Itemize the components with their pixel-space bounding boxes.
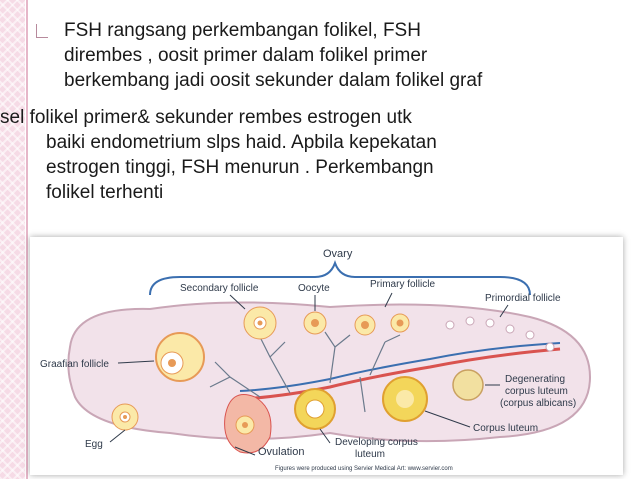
label-primordial-follicle: Primordial follicle [485, 293, 561, 304]
label-degenerating-line3: (corpus albicans) [500, 398, 577, 409]
label-graafian-follicle: Graafian follicle [40, 359, 109, 370]
label-degenerating-line1: Degenerating [505, 374, 566, 385]
slide-text [0, 18, 624, 205]
ovary-diagram [30, 237, 623, 475]
para-line-3: estrogen tinggi, FSH menurun . Perkembangn [46, 157, 434, 178]
para-line-2: baiki endometrium slps haid. Apbila kepekatan [46, 132, 437, 153]
label-developing-line2: luteum [355, 449, 386, 460]
decorative-left-band [0, 0, 25, 479]
decorative-divider [26, 0, 28, 479]
label-ovulation: Ovulation [258, 446, 305, 458]
bullet-icon [36, 24, 48, 38]
para-line-4: folikel terhenti [46, 182, 164, 203]
bullet-paragraph [34, 18, 624, 93]
bullet-line-2: dirembes , oosit primer dalam folikel primer [64, 45, 428, 66]
ovary-diagram-svg [30, 237, 623, 475]
label-developing-line1: Developing corpus [335, 437, 418, 448]
bullet-line-1: FSH rangsang perkembangan folikel, FSH [64, 20, 421, 41]
bullet-line-3: berkembang jadi oosit sekunder dalam folikel graf [64, 70, 483, 91]
figure-credit: Figures were produced using Servier Medical Art: www.servier.com [275, 466, 453, 472]
corpus-albicans [453, 370, 483, 400]
label-egg: Egg [85, 439, 103, 450]
label-corpus-luteum: Corpus luteum [473, 423, 539, 434]
label-ovary: Ovary [323, 248, 353, 260]
label-oocyte: Oocyte [298, 283, 330, 294]
label-secondary-follicle: Secondary follicle [180, 283, 259, 294]
para-line-1: sel folikel primer& sekunder rembes estrogen utk [0, 107, 412, 128]
body-paragraph [0, 105, 624, 205]
label-degenerating-line2: corpus luteum [505, 386, 568, 397]
label-primary-follicle: Primary follicle [370, 279, 436, 290]
